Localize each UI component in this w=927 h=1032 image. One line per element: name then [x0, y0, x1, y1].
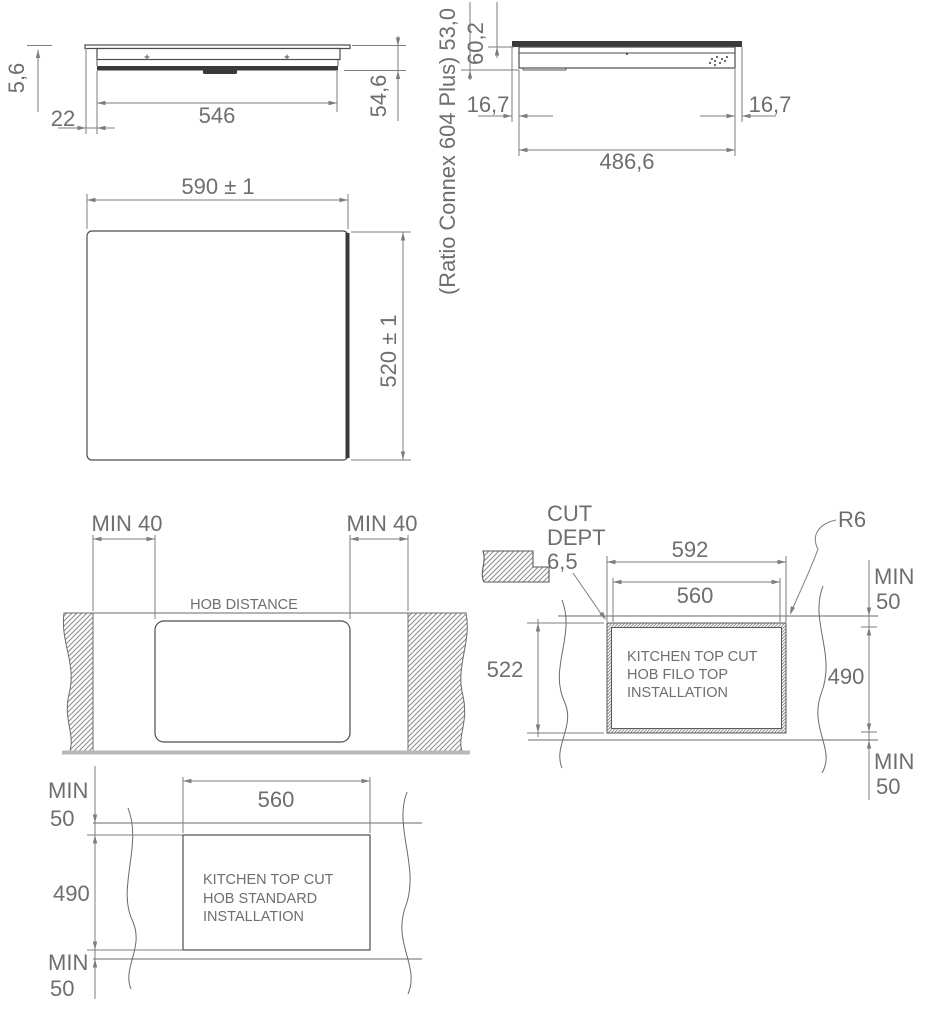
- hob-outline-between-walls: [155, 621, 350, 742]
- dim-glass-thickness: [4, 46, 52, 113]
- glass-top-plate-2: [512, 41, 742, 47]
- min-top-label-1: MIN: [874, 564, 915, 589]
- min-bottom-label-2: 50: [876, 774, 901, 799]
- dim-min-left: [92, 511, 163, 619]
- dim-std-width: [183, 777, 370, 833]
- dim-top-width: [87, 174, 348, 229]
- dim-left-overhang: [51, 48, 115, 134]
- filo-top-cut-view: [482, 501, 914, 800]
- corner-radius-callout: [788, 507, 866, 616]
- std-min-bottom-label-2: 50: [50, 976, 75, 1001]
- dim-body-width: [97, 71, 337, 128]
- top-width-label: 590 ± 1: [181, 174, 255, 199]
- side-section-left-view: [4, 36, 406, 134]
- inner-width-cut-label: 560: [676, 583, 714, 608]
- dim-top-depth: [351, 232, 411, 460]
- edge-left-label: 16,7: [466, 92, 510, 117]
- total-height-label: 60,2: [463, 22, 488, 65]
- inner-depth-label: 490: [827, 664, 865, 689]
- center-mark: [626, 53, 628, 55]
- standard-caption-line1: KITCHEN TOP CUT: [203, 872, 334, 888]
- dim-min-right: [347, 511, 418, 619]
- standard-caption-line3: INSTALLATION: [203, 909, 304, 925]
- right-wall-section: [408, 613, 467, 751]
- corner-radius-label: R6: [838, 507, 867, 532]
- body-height-label: 54,6: [366, 74, 391, 118]
- dim-model-heights: [435, 2, 519, 295]
- top-view: [87, 174, 411, 460]
- standard-caption-line2: HOB STANDARD: [203, 891, 318, 907]
- min-bottom-label-1: MIN: [874, 749, 915, 774]
- std-min-top-label-2: 50: [50, 806, 75, 831]
- outer-width-label: 592: [671, 537, 709, 562]
- dim-left-column: [48, 766, 183, 1001]
- min-left-label: MIN 40: [91, 511, 163, 536]
- cut-depth-line3: 6,5: [547, 549, 578, 574]
- hob-distance-view: [62, 511, 470, 753]
- standard-cut-view: [48, 766, 422, 1001]
- std-min-top-label-1: MIN: [48, 778, 89, 803]
- dim-right-column: [828, 560, 915, 800]
- dim-inner-width: [519, 148, 735, 174]
- filo-caption-line2: HOB FILO TOP: [627, 667, 728, 683]
- cut-depth-line2: DEPT: [547, 525, 606, 550]
- left-wall-section: [63, 613, 93, 751]
- side-section-right-view: [435, 2, 791, 295]
- min-top-label-2: 50: [876, 589, 901, 614]
- dim-body-height: [344, 36, 406, 121]
- std-depth-label: 490: [53, 881, 90, 906]
- edge-right-label: 16,7: [748, 92, 792, 117]
- hob-body-outline: [97, 49, 340, 60]
- glass-thickness-label: 5,6: [4, 62, 29, 94]
- dim-inner-width-cut: [613, 578, 780, 622]
- inner-width-label: 486,6: [599, 149, 655, 174]
- cut-depth-callout: [547, 501, 608, 621]
- outer-depth-label: 522: [486, 657, 524, 682]
- cut-depth-line1: CUT: [547, 501, 593, 526]
- body-width-label: 546: [198, 103, 236, 128]
- hob-side-profile: [85, 45, 350, 74]
- min-right-label: MIN 40: [346, 511, 418, 536]
- hob-body-outline-2: [519, 47, 735, 68]
- overhang-label: 22: [50, 106, 76, 131]
- std-width-label: 560: [257, 787, 295, 812]
- hob-top-outline: [87, 231, 348, 460]
- edge-profile-detail-icon: [482, 551, 549, 582]
- dim-outer-width: [607, 537, 786, 622]
- break-line-right: [818, 586, 826, 773]
- hob-side-profile-2: [512, 41, 742, 70]
- junction-box: [203, 69, 237, 74]
- top-depth-label: 520 ± 1: [376, 314, 401, 388]
- dim-outer-depth: [487, 619, 604, 737]
- break-line-right-2: [402, 792, 411, 994]
- filo-caption-line3: INSTALLATION: [627, 685, 728, 701]
- filo-caption-line1: KITCHEN TOP CUT: [627, 649, 758, 665]
- hob-distance-caption: HOB DISTANCE: [190, 597, 298, 613]
- model-label: (Ratio Connex 604 Plus) 53,0: [435, 6, 460, 295]
- break-line-left: [559, 600, 567, 768]
- std-min-bottom-label-1: MIN: [48, 950, 89, 975]
